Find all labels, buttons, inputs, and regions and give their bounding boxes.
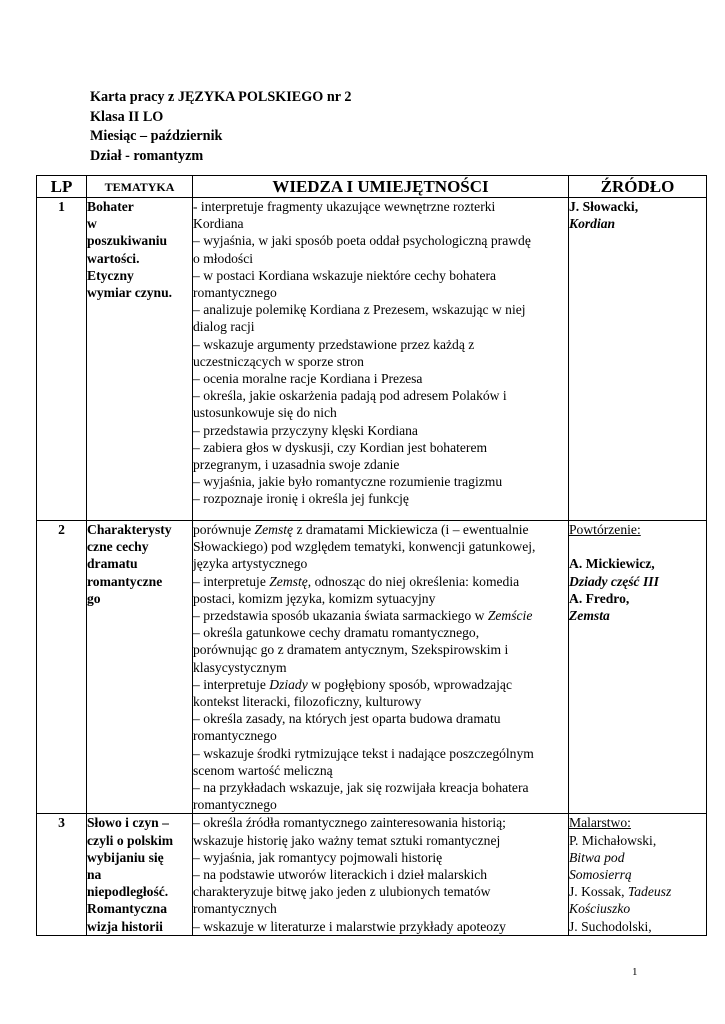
topic-line: Etyczny (87, 267, 134, 283)
source-title: Bitwa pod (569, 849, 625, 865)
class-label: Klasa II LO (90, 108, 164, 125)
source-author: J. Słowacki, (569, 199, 639, 214)
skill-text: porównuje (193, 522, 255, 537)
table-row (37, 521, 707, 814)
topic-line: Bohater (87, 199, 134, 214)
skill-line: charakteryzuje bitwę jako jeden z ulubionych tematów (193, 884, 491, 900)
topic-line: romantyczne (87, 573, 163, 589)
skill-line: uczestniczących w sporze stron (193, 353, 364, 369)
topic-line: Słowo i czyn – (87, 815, 169, 831)
topic-line: poszukiwaniu (87, 233, 168, 249)
skill-line: porównując go z dramatem antycznym, Szekspirowskim i (193, 642, 509, 658)
skill-line: przegranym, i uzasadnia swoje zdanie (193, 457, 400, 473)
skill-line: – określa źródła romantycznego zainteresowania historią; (193, 815, 506, 831)
skill-line: – określa, jakie oskarżenia padają pod adresem Polaków i (193, 388, 507, 404)
skill-line: – wskazuje środki rytmizujące tekst i nadające poszczególnym (193, 745, 534, 761)
source-title: Zemsta (569, 608, 610, 623)
skill-text: , odnosząc do niej określenia: komedia (307, 573, 520, 589)
skills-cell (193, 814, 569, 935)
source-author: A. Mickiewicz, (569, 556, 655, 572)
topic-line: go (87, 590, 101, 606)
source-spacer (569, 538, 706, 555)
skill-text: w pogłębiony sposób, wprowadzając (307, 676, 513, 692)
source-author: P. Michałowski, (569, 832, 657, 848)
skill-line: – przedstawia przyczyny klęski Kordiana (193, 422, 418, 438)
topic-line: wymiar czynu. (87, 285, 173, 301)
topic-line: wartości. (87, 250, 140, 266)
source-label: Malarstwo: (569, 815, 631, 831)
skill-italic-title: Dziady (269, 676, 308, 692)
topic-line: Charakterysty (87, 522, 172, 537)
skill-text: – przedstawia sposób ukazania świata sarmackiego w (193, 608, 488, 624)
skill-line: romantycznego (193, 728, 277, 744)
skill-line: języka artystycznego (193, 556, 308, 572)
table-row (37, 198, 707, 521)
skill-line: postaci, komizm języka, komizm sytuacyjny (193, 590, 436, 606)
skill-line: – wyjaśnia, jakie było romantyczne rozumienie tragizmu (193, 474, 503, 490)
topic-cell (87, 521, 193, 814)
skill-line: ustosunkowuje się do nich (193, 405, 337, 421)
topic-line: wybijaniu się (87, 849, 164, 865)
skill-line: romantycznych (193, 901, 277, 917)
skill-line: – określa gatunkowe cechy dramatu romantycznego, (193, 625, 480, 641)
skill-line: – w postaci Kordiana wskazuje niektóre cechy bohatera (193, 267, 497, 283)
skill-line: – ocenia moralne racje Kordiana i Prezesa (193, 371, 423, 387)
skill-italic-title: Zemście (487, 608, 533, 624)
topic-cell (87, 814, 193, 935)
source-author: J. Suchodolski, (569, 918, 652, 934)
topic-line: w (87, 216, 97, 232)
skill-text: – interpretuje (193, 676, 270, 692)
topic-line: wizja historii (87, 918, 163, 934)
skill-line: romantycznego (193, 285, 277, 301)
skill-line: – na przykładach wskazuje, jak się rozwijała kreacja bohatera (193, 780, 529, 796)
table-row (37, 814, 707, 935)
source-cell (569, 198, 707, 521)
topic-line: Romantyczna (87, 901, 168, 917)
source-title: Dziady część III (569, 573, 659, 589)
skill-italic-title: Zemstę (254, 522, 294, 537)
skill-line: – na podstawie utworów literackich i dzieł malarskich (193, 867, 488, 883)
skill-line: – wyjaśnia, w jaki sposób poeta oddał psychologiczną prawdę (193, 233, 531, 249)
skills-cell (193, 198, 569, 521)
column-header-zrodlo: ŹRÓDŁO (569, 176, 707, 198)
source-cell (569, 521, 707, 814)
topic-line: czne cechy (87, 539, 149, 555)
source-title: Kościuszko (569, 901, 631, 917)
skill-line: o młodości (193, 250, 254, 266)
curriculum-table (36, 175, 707, 936)
skill-line: wskazuje historię jako ważny temat sztuki romantycznej (193, 832, 501, 848)
topic-line: dramatu (87, 556, 138, 572)
source-author: A. Fredro, (569, 590, 630, 606)
month-label: Miesiąc – październik (90, 128, 223, 144)
skill-line: – rozpoznaje ironię i określa jej funkcję (193, 491, 409, 507)
skill-line: – zabiera głos w dyskusji, czy Kordian jest bohaterem (193, 439, 488, 455)
skill-line: – wskazuje argumenty przedstawione przez każdą z (193, 336, 475, 352)
topic-line: na (87, 867, 102, 883)
skill-line: kontekst literacki, filozoficzny, kulturowy (193, 694, 422, 710)
skill-line (193, 573, 568, 590)
section-label: Dział - romantyzm (90, 147, 204, 164)
page-number: 1 (632, 966, 638, 978)
skill-line: romantycznego (193, 797, 277, 813)
skill-line: dialog racji (193, 319, 255, 335)
skill-line: – analizuje polemikę Kordiana z Prezesem, wskazując w niej (193, 302, 526, 318)
source-cell (569, 814, 707, 935)
column-header-tematyka: TEMATYKA (87, 176, 193, 198)
skill-line: – wskazuje w literaturze i malarstwie przykłady apoteozy (193, 918, 506, 934)
skill-line: – określa zasady, na których jest oparta budowa dramatu (193, 711, 501, 727)
skill-line: scenom wartość meliczną (193, 762, 333, 778)
source-label: Powtórzenie: (569, 522, 641, 537)
skill-line (193, 521, 568, 538)
skill-line: Słowackiego) pod względem tematyki, konwencji gatunkowej, (193, 539, 536, 555)
row-number: 1 (37, 198, 87, 521)
document-header (90, 88, 351, 166)
skill-line: – wyjaśnia, jak romantycy pojmowali historię (193, 849, 443, 865)
skills-cell (193, 521, 569, 814)
topic-line: niepodległość. (87, 884, 169, 900)
skill-text: z dramatami Mickiewicza (i – ewentualnie (293, 522, 529, 537)
source-author-line (569, 883, 706, 900)
topic-line: czyli o polskim (87, 832, 174, 848)
source-title: Somosierrą (569, 867, 632, 883)
source-title: Kordian (569, 216, 616, 232)
skill-line (193, 607, 568, 624)
skill-line: - interpretuje fragmenty ukazujące wewnętrzne rozterki (193, 199, 496, 214)
source-author: J. Kossak, (569, 884, 628, 900)
row-number: 3 (37, 814, 87, 935)
row-number: 2 (37, 521, 87, 814)
topic-cell (87, 198, 193, 521)
skill-line: Kordiana (193, 216, 244, 232)
source-title: Tadeusz (627, 884, 672, 900)
worksheet-title: Karta pracy z JĘZYKA POLSKIEGO nr 2 (90, 89, 352, 105)
skill-line: klasycystycznym (193, 659, 287, 675)
column-header-lp: LP (37, 176, 87, 198)
skill-text: – interpretuje (193, 573, 270, 589)
skill-line (193, 676, 568, 693)
table-header-row (37, 176, 707, 198)
skill-italic-title: Zemstę (269, 573, 308, 589)
column-header-wiedza: WIEDZA I UMIEJĘTNOŚCI (193, 176, 569, 198)
